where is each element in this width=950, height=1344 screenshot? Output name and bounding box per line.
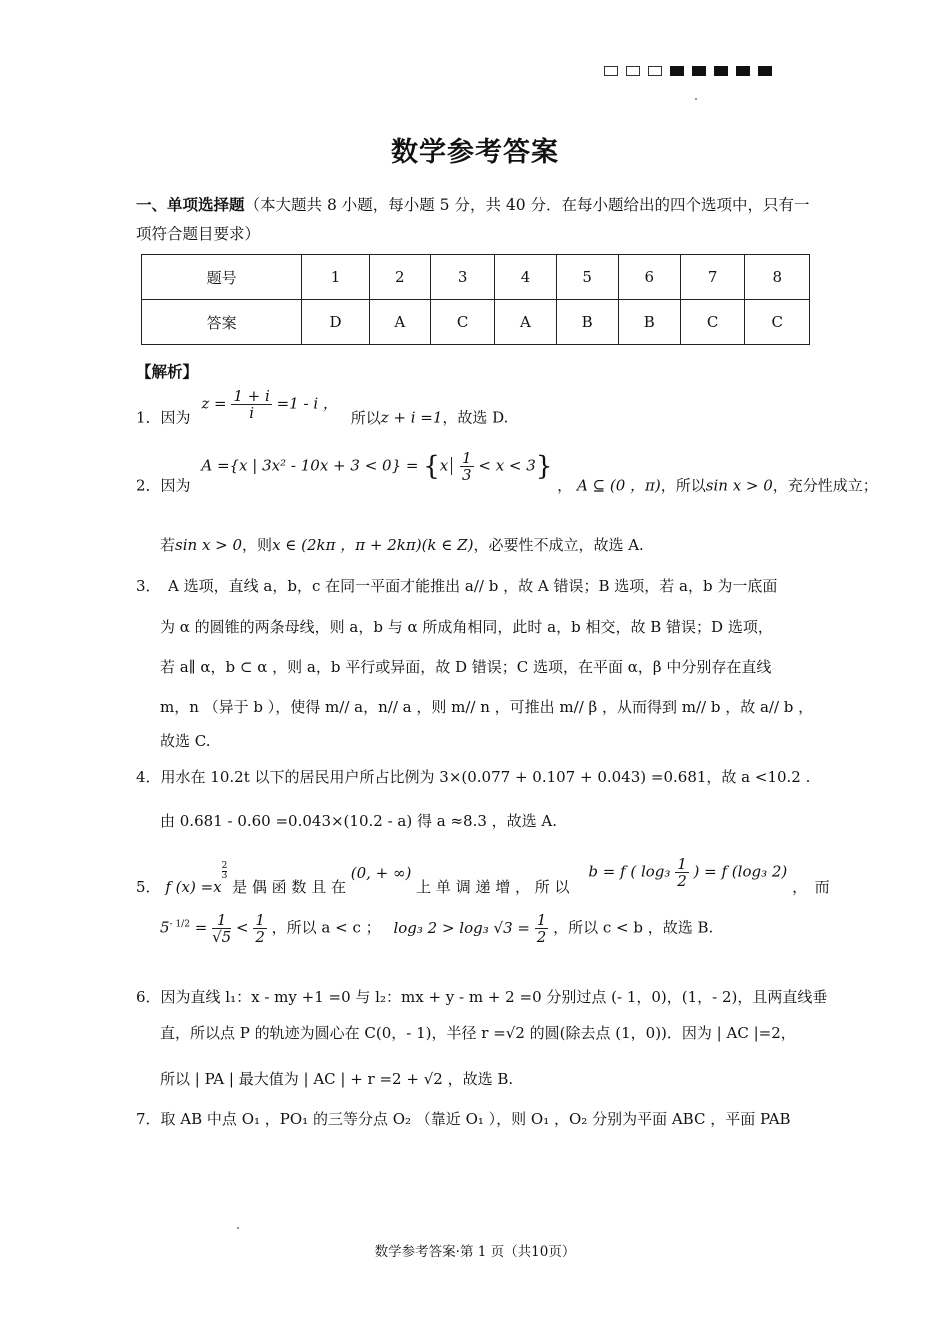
solution-7-line: 7．取 AB 中点 O₁ ，PO₁ 的三等分点 O₂ （靠近 O₁ ），则 O₁ ，O₂ 分别为平面 ABC ，平面 PAB	[136, 1110, 791, 1128]
answer-cell: C	[745, 300, 810, 345]
solution-3-line: m，n （异于 b ），使得 m// a，n// a ，则 m// n ，可推出 m// β ，从而得到 m// b ，故 a// b ，	[160, 698, 814, 716]
header-marks	[604, 66, 772, 76]
header-mark	[758, 66, 772, 76]
text: 因为	[160, 476, 191, 495]
math: z + i =1	[380, 408, 443, 427]
question-number-cell: 7	[680, 255, 745, 300]
solution-1	[136, 387, 509, 435]
solution-4-line: 4．用水在 10.2t 以下的居民用户所占比例为 3×(0.077 + 0.107 + 0.043) =0.681，故 a <10.2 .	[136, 768, 811, 786]
question-number-cell: 6	[618, 255, 680, 300]
solution-2-line-2: 若sin x > 0，则x ∈ (2kπ ，π + 2kπ)(k ∈ Z)，必要性不成立，故选 A.	[160, 536, 644, 554]
answer-cell: B	[556, 300, 618, 345]
solution-3-line: 故选 C.	[160, 732, 211, 750]
page-footer: 数学参考答案·第 1 页（共10页）	[374, 1244, 576, 1260]
math: A ⊆ (0 ，π)	[576, 476, 661, 495]
answer-cell: A	[495, 300, 556, 345]
fraction: $\frac{1}{3}$	[462, 449, 472, 484]
section-desc: （本大题共 8 小题，每小题 5 分，共 40 分．在每小题给出的四个选项中，只有一项符合题目要求）	[136, 196, 810, 243]
math: =1 - i ，	[276, 394, 338, 413]
solution-3-line: 3． A 选项，直线 a，b，c 在同一平面才能推出 a// b ，故 A 错误；B 选项，若 a，b 为一底面	[136, 577, 778, 595]
text: 因为	[160, 408, 191, 427]
page-title: 数学参考答案	[391, 137, 559, 168]
header-mark	[648, 66, 662, 76]
solution-6-line: 6．因为直线 l₁：x - my +1 =0 与 l₂：mx + y - m + 2 =0 分别过点 (- 1，0)，(1，- 2)，且两直线垂	[136, 988, 828, 1006]
solution-6-line: 所以 | PA | 最大值为 | AC | + r =2 + √2 ，故选 B.	[160, 1070, 514, 1088]
solution-3-line: 若 a∥ α，b ⊂ α ，则 a，b 平行或异面，故 D 错误；C 选项，在平面 α，β 中分别存在直线	[160, 658, 772, 676]
math: z =	[201, 394, 227, 413]
scan-dot	[695, 98, 697, 100]
table-row	[142, 300, 810, 345]
solution-5: 5． f (x) =x $^{\frac{2}{3}}$ 是 偶 函 数 且 在 (0, + ∞) 上 单 调 递 增 ， 所 以 b = f ( log₃ $\frac{1}{2}$ ) = f (log₃ 2) ， 而	[136, 854, 830, 896]
text: ，充分性成立；	[772, 476, 878, 495]
solution-5-line-2: $5^{- 1/2}$ = $\frac{1}{√5}$ < $\frac{1}{2}$ ，所以 a < c ； log₃ 2 > log₃ √3 = $\frac{1}{2}$ ，所以 c < b ，故选 B.	[160, 911, 714, 946]
header-mark	[692, 66, 706, 76]
math: sin x > 0	[705, 476, 773, 495]
question-number-cell: 4	[495, 255, 556, 300]
header-mark	[714, 66, 728, 76]
question-number-cell: 1	[302, 255, 369, 300]
question-number-cell: 3	[430, 255, 495, 300]
solution-4-line: 由 0.681 - 0.60 =0.043×(10.2 - a) 得 a ≈8.3 ，故选 A.	[160, 812, 558, 830]
header-mark	[626, 66, 640, 76]
header-mark	[736, 66, 750, 76]
solution-2: 2．因为 A ={x | 3x² - 10x + 3 < 0} = {x $\frac{1}{3}$ < x < 3} ， A ⊆ (0 ，π)，所以sin x > 0，充分性成立；	[136, 449, 878, 495]
math: A ={x | 3x² - 10x + 3 < 0} =	[201, 456, 419, 475]
table-row	[142, 255, 810, 300]
text: ，	[557, 476, 573, 495]
solution-3-line: 为 α 的圆锥的两条母线，则 a，b 与 α 所成角相同，此时 a，b 相交，故 B 错误；D 选项，	[160, 618, 773, 636]
question-number-cell: 2	[369, 255, 430, 300]
header-mark	[604, 66, 618, 76]
header-mark	[670, 66, 684, 76]
section-label: 一、单项选择题	[136, 195, 245, 214]
row-label: 题号	[142, 255, 302, 300]
item-number: 1．	[136, 408, 161, 427]
item-number: 2．	[136, 476, 161, 495]
section-heading	[136, 190, 816, 249]
answer-cell: B	[618, 300, 680, 345]
text: ，故选 D.	[442, 408, 509, 427]
answer-table	[141, 254, 810, 345]
text: 所以	[350, 408, 381, 427]
answer-cell: D	[302, 300, 369, 345]
answer-cell: C	[430, 300, 495, 345]
fraction: $\frac{1 + i}{i}$	[233, 387, 270, 422]
answer-cell: C	[680, 300, 745, 345]
scan-dot	[237, 1227, 239, 1229]
analysis-label: 【解析】	[136, 362, 199, 381]
solution-6-line: 直，所以点 P 的轨迹为圆心在 C(0，- 1)，半径 r =√2 的圆(除去点 (1，0))．因为 | AC |=2，	[160, 1024, 796, 1042]
question-number-cell: 5	[556, 255, 618, 300]
answer-cell: A	[369, 300, 430, 345]
question-number-cell: 8	[745, 255, 810, 300]
row-label: 答案	[142, 300, 302, 345]
text: ，所以	[660, 476, 706, 495]
